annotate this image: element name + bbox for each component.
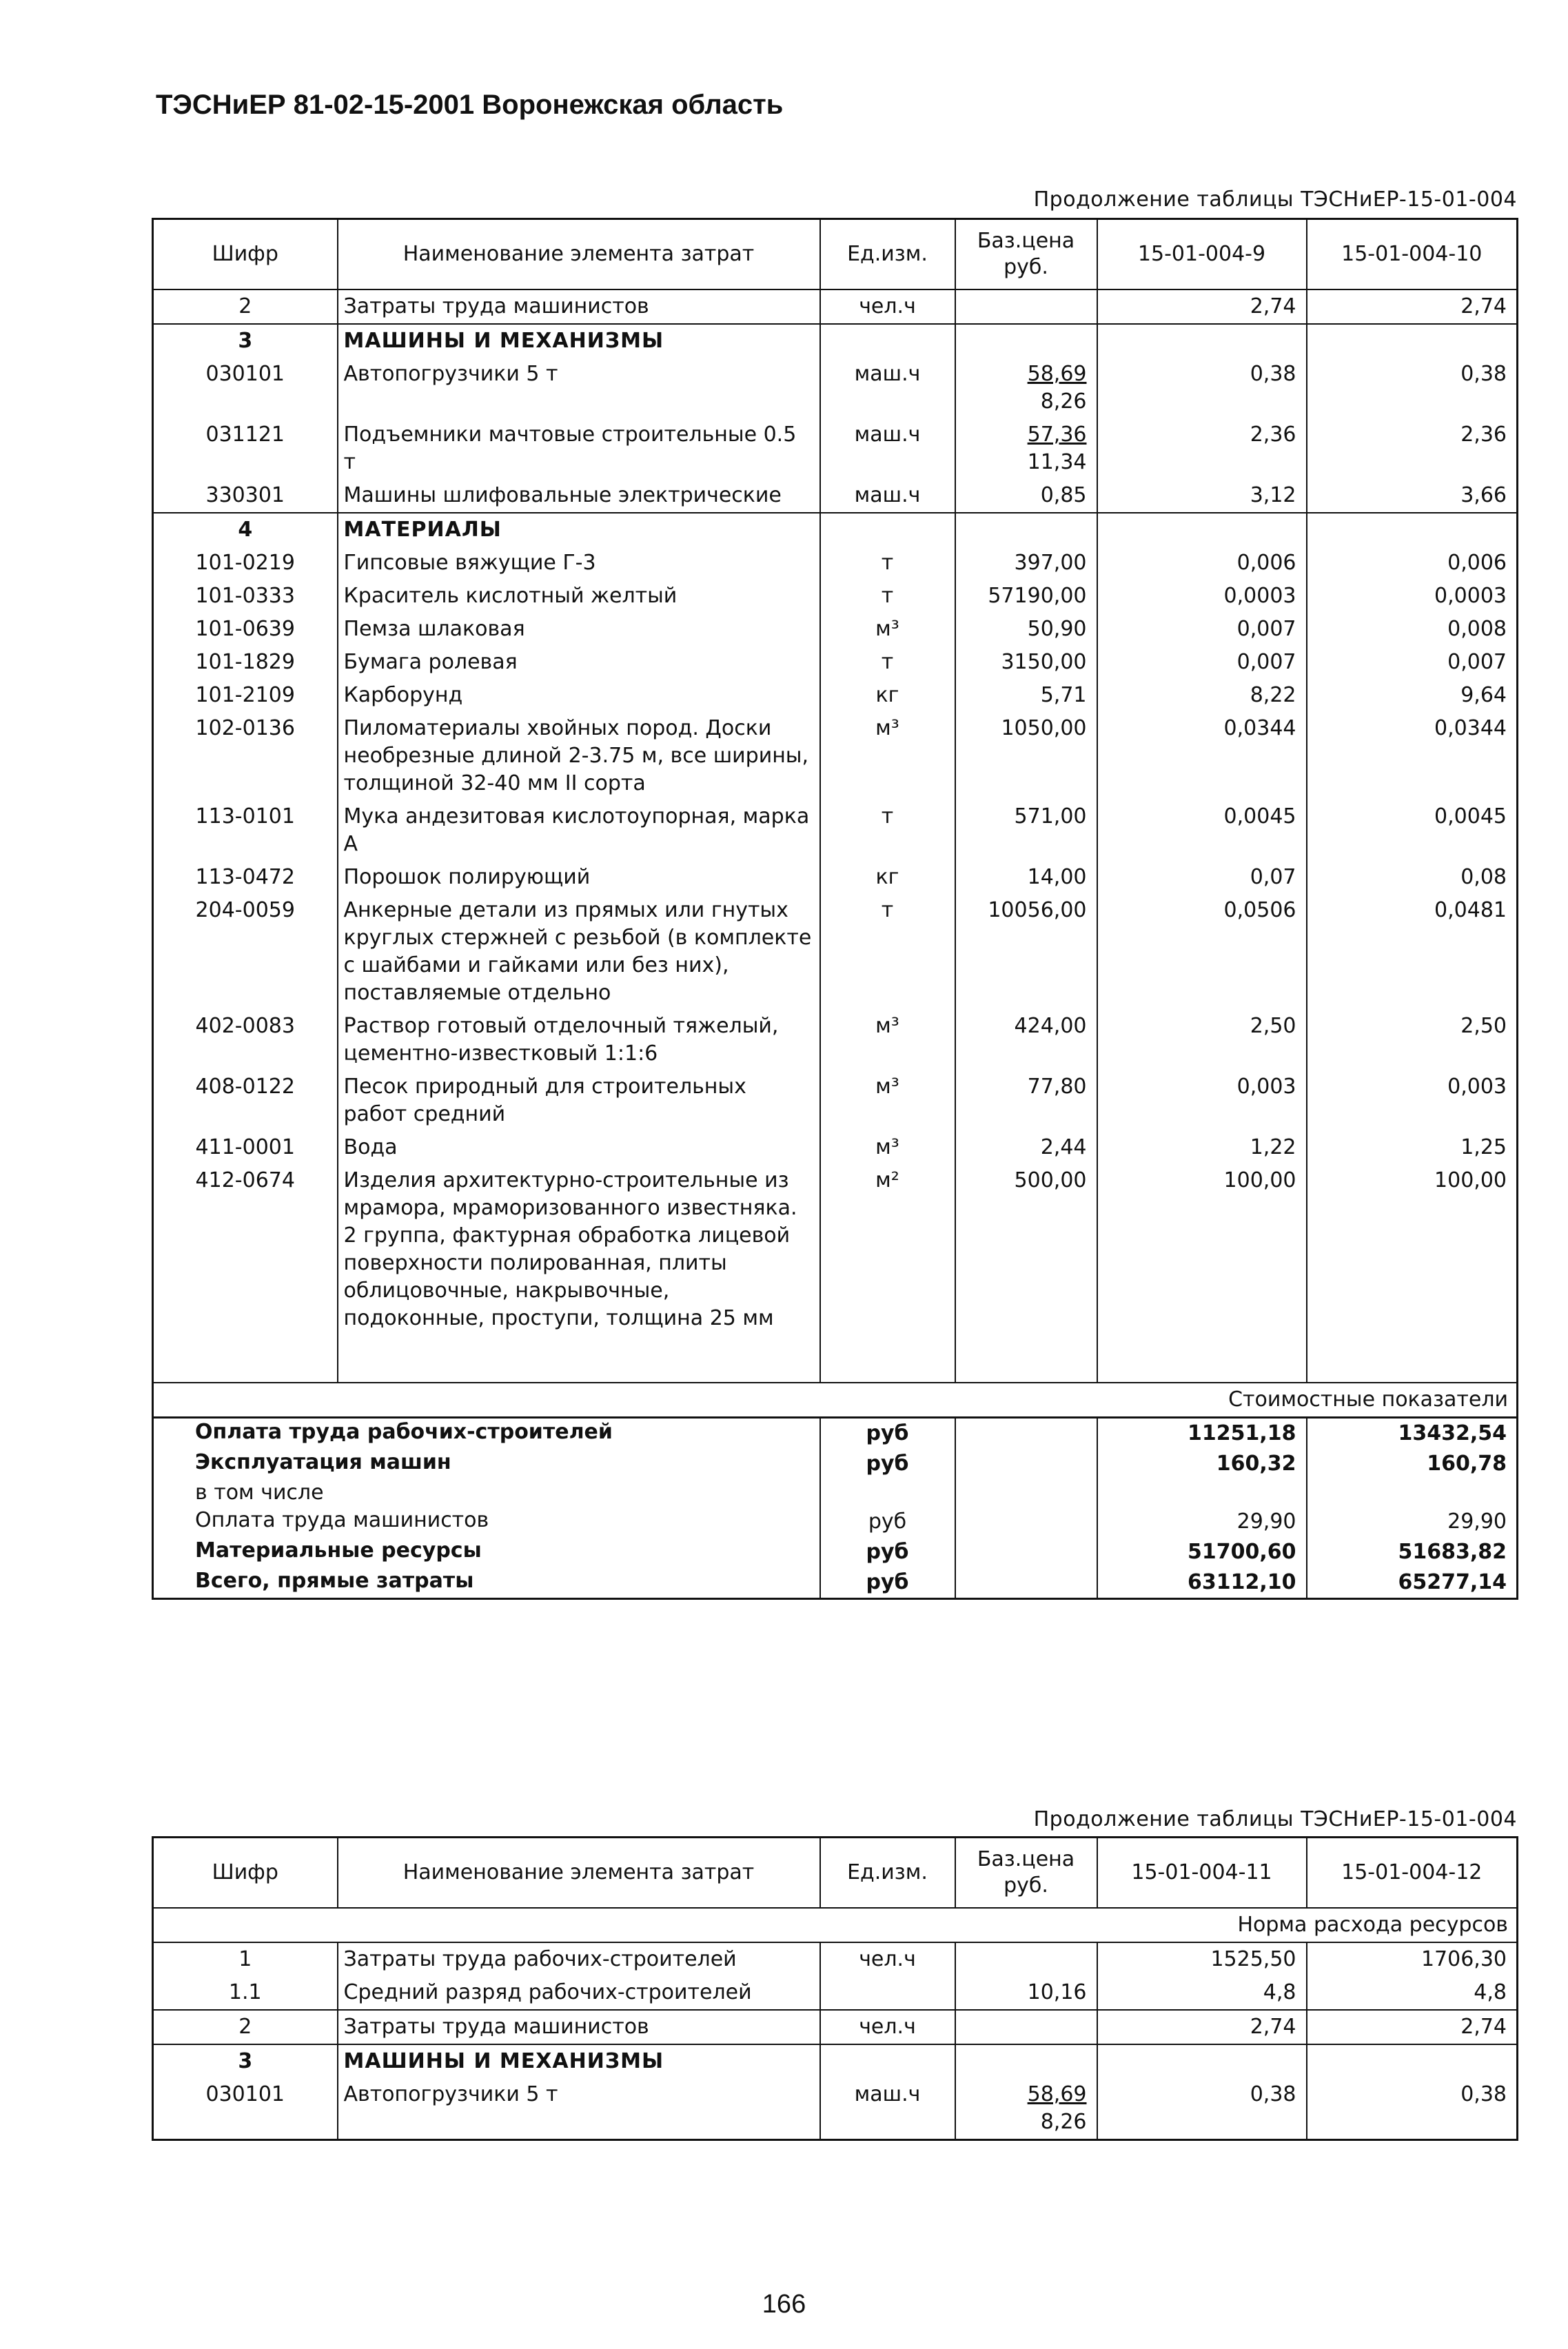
row-price: [955, 2078, 1097, 2140]
row-code: 101-0219: [195, 551, 295, 575]
header-code: Шифр: [153, 219, 338, 290]
row-name: Гипсовые вяжущие Г-3: [338, 547, 820, 580]
summary-value-b: 160,78: [1307, 1449, 1518, 1479]
summary-value-a: 29,90: [1097, 1507, 1307, 1537]
row-name: Затраты труда рабочих-строителей: [338, 1942, 820, 1976]
document-header: ТЭСНиЕР 81-02-15-2001 Воронежская область: [156, 90, 784, 120]
row-code: 1: [153, 1942, 338, 1976]
row-price: [955, 418, 1097, 479]
row-name: Бумага ролевая: [338, 646, 820, 679]
header-col-a: 15-01-004-11: [1097, 1838, 1307, 1909]
section-code: 3: [153, 324, 338, 358]
section-code: 3: [153, 2044, 338, 2078]
row-name: Порошок полирующий: [338, 861, 820, 894]
row-value-a: 0,003: [1097, 1070, 1307, 1131]
summary-value-a: 51700,60: [1097, 1537, 1307, 1567]
table-row: [153, 289, 1518, 324]
row-code: 412-0674: [195, 1168, 295, 1192]
table-row: [153, 479, 1518, 513]
section-title-row: [153, 324, 1518, 358]
header-name: Наименование элемента затрат: [338, 1838, 820, 1909]
row-unit: маш.ч: [820, 418, 955, 479]
empty-cell: [955, 1335, 1097, 1383]
row-price-value: 57,36: [1027, 423, 1087, 447]
empty-cell: [1307, 513, 1518, 547]
summary-unit: руб: [820, 1418, 955, 1450]
row-value-b: 0,0481: [1307, 894, 1518, 1010]
row-value-a: 8,22: [1097, 679, 1307, 712]
section-title-row: [153, 2044, 1518, 2078]
row-price-value: 2,44: [1040, 1135, 1087, 1159]
summary-value-b: 29,90: [1307, 1507, 1518, 1537]
summary-unit: руб: [820, 1537, 955, 1567]
row-unit: кг: [820, 679, 955, 712]
row-code: 408-0122: [195, 1075, 295, 1099]
table-row: [153, 2078, 1518, 2140]
row-unit: [820, 1976, 955, 2010]
row-price: [955, 358, 1097, 418]
empty-cell: [820, 2044, 955, 2078]
row-code: 030101: [205, 362, 285, 386]
section-title: МАШИНЫ И МЕХАНИЗМЫ: [338, 324, 820, 358]
row-unit: м³: [820, 1070, 955, 1131]
empty-cell: [1307, 324, 1518, 358]
row-price: [955, 1164, 1097, 1335]
empty-cell: [153, 1335, 338, 1383]
row-price: [955, 1010, 1097, 1070]
row-price-value: 50,90: [1027, 617, 1087, 641]
row-code: 113-0472: [195, 865, 295, 889]
row-unit: т: [820, 894, 955, 1010]
row-price: [955, 712, 1097, 800]
row-name: Пемза шлаковая: [338, 613, 820, 646]
resources-table-2: [152, 1836, 1518, 2141]
header-unit: Ед.изм.: [820, 219, 955, 290]
empty-cell: [955, 1567, 1097, 1599]
page-number: 166: [762, 2290, 806, 2319]
row-price-value: 58,69: [1027, 2082, 1087, 2106]
row-price-value: 14,00: [1027, 865, 1087, 889]
empty-cell: [955, 1479, 1097, 1507]
row-value-a: 0,0506: [1097, 894, 1307, 1010]
row-name: Изделия архитектурно-строительные из мрамора, мраморизованного известняка. 2 группа, фактурная обработка лицевой поверхности полированная, плиты облицовочные, накрывочные, подоконные, проступи, толщина 25 мм: [338, 1164, 820, 1335]
row-code: 030101: [205, 2082, 285, 2106]
table-row: [153, 861, 1518, 894]
summary-label: Всего, прямые затраты: [195, 1569, 474, 1593]
row-price-value: 397,00: [1014, 551, 1087, 575]
row-price: [955, 894, 1097, 1010]
row-price-secondary: 11,34: [1027, 450, 1087, 474]
row-value-a: 100,00: [1097, 1164, 1307, 1335]
header-price: Баз.цена руб.: [955, 1838, 1097, 1909]
row-value-b: 0,08: [1307, 861, 1518, 894]
empty-cell: [1097, 2044, 1307, 2078]
row-value-b: 0,0003: [1307, 580, 1518, 613]
row-code: 2: [153, 2010, 338, 2044]
row-value-b: 4,8: [1307, 1976, 1518, 2010]
row-code: 411-0001: [195, 1135, 295, 1159]
table-row: [153, 1976, 1518, 2010]
row-price: [955, 2010, 1097, 2044]
row-price-value: 571,00: [1014, 804, 1087, 828]
row-value-a: 0,38: [1097, 358, 1307, 418]
row-unit: кг: [820, 861, 955, 894]
summary-row: [153, 1537, 1518, 1567]
row-value-b: 0,008: [1307, 613, 1518, 646]
empty-cell: [820, 513, 955, 547]
summary-unit: руб: [820, 1567, 955, 1599]
row-value-a: 2,74: [1097, 2010, 1307, 2044]
empty-cell: [1097, 324, 1307, 358]
row-value-b: 0,38: [1307, 358, 1518, 418]
row-price-value: 500,00: [1014, 1168, 1087, 1192]
table-row: [153, 358, 1518, 418]
empty-cell: [1097, 513, 1307, 547]
row-price-secondary: 8,26: [1040, 389, 1087, 414]
table-row: [153, 679, 1518, 712]
summary-row: [153, 1418, 1518, 1450]
empty-cell: [955, 1418, 1097, 1450]
row-value-a: 1525,50: [1097, 1942, 1307, 1976]
row-name: Мука андезитовая кислотоупорная, марка А: [338, 800, 820, 861]
summary-value-a: 63112,10: [1097, 1567, 1307, 1599]
row-name: Затраты труда машинистов: [338, 2010, 820, 2044]
table-header-row: [153, 219, 1518, 290]
summary-value-b: 13432,54: [1307, 1418, 1518, 1450]
table-row: [153, 1010, 1518, 1070]
row-code: 1.1: [228, 1980, 262, 2004]
empty-cell: [1307, 1335, 1518, 1383]
row-value-a: 2,50: [1097, 1010, 1307, 1070]
summary-value-b: 51683,82: [1307, 1537, 1518, 1567]
section-title-row: [153, 513, 1518, 547]
empty-cell: [1097, 1335, 1307, 1383]
row-unit: чел.ч: [820, 1942, 955, 1976]
summary-label: Оплата труда рабочих-строителей: [153, 1418, 820, 1450]
table-row: [153, 418, 1518, 479]
row-value-b: 9,64: [1307, 679, 1518, 712]
summary-row: [153, 1449, 1518, 1479]
norm-title-row-cell: Норма расхода ресурсов: [1237, 1913, 1508, 1937]
row-name: Краситель кислотный желтый: [338, 580, 820, 613]
row-code: 204-0059: [195, 898, 295, 922]
row-value-a: 0,007: [1097, 646, 1307, 679]
row-value-b: 0,0045: [1307, 800, 1518, 861]
resources-table-1: [152, 218, 1518, 1600]
row-unit: т: [820, 547, 955, 580]
empty-cell: [955, 324, 1097, 358]
empty-cell: [1307, 2044, 1518, 2078]
row-code: 102-0136: [195, 716, 295, 740]
row-name: Автопогрузчики 5 т: [338, 358, 820, 418]
header-col-b: 15-01-004-12: [1307, 1838, 1518, 1909]
section-code: 4: [153, 513, 338, 547]
row-value-b: 1,25: [1307, 1131, 1518, 1164]
row-price: [955, 479, 1097, 513]
row-price-value: 10,16: [1027, 1980, 1087, 2004]
row-price-value: 10056,00: [988, 898, 1087, 922]
row-value-a: 0,38: [1097, 2078, 1307, 2140]
row-name: Средний разряд рабочих-строителей: [338, 1976, 820, 2010]
row-price-value: 57190,00: [988, 584, 1087, 608]
row-code: 402-0083: [195, 1014, 295, 1038]
empty-cell: [955, 1537, 1097, 1567]
row-name: Машины шлифовальные электрические: [338, 479, 820, 513]
header-unit: Ед.изм.: [820, 1838, 955, 1909]
row-value-a: 0,006: [1097, 547, 1307, 580]
row-value-a: 4,8: [1097, 1976, 1307, 2010]
row-unit: м³: [820, 1010, 955, 1070]
summary-value-b: [1307, 1479, 1518, 1507]
row-price: [955, 1942, 1097, 1976]
row-price: [955, 861, 1097, 894]
row-price: [955, 1976, 1097, 2010]
header-name: Наименование элемента затрат: [338, 219, 820, 290]
row-unit: т: [820, 800, 955, 861]
row-unit: т: [820, 646, 955, 679]
row-value-b: 1706,30: [1307, 1942, 1518, 1976]
table-row: [153, 613, 1518, 646]
row-value-b: 0,38: [1307, 2078, 1518, 2140]
row-price-value: 3150,00: [1001, 650, 1087, 674]
table-row: [153, 894, 1518, 1010]
summary-unit: руб: [820, 1449, 955, 1479]
row-unit: м³: [820, 712, 955, 800]
row-price-value: 424,00: [1014, 1014, 1087, 1038]
row-value-a: 1,22: [1097, 1131, 1307, 1164]
row-value-b: 2,74: [1307, 2010, 1518, 2044]
table-row: [153, 712, 1518, 800]
table-header-row: [153, 1838, 1518, 1909]
summary-title-row: [153, 1383, 1518, 1418]
summary-label: в том числе: [195, 1481, 324, 1505]
section-title: МАШИНЫ И МЕХАНИЗМЫ: [338, 2044, 820, 2078]
summary-label: Материальные ресурсы: [195, 1538, 482, 1563]
row-code: 2: [153, 289, 338, 324]
table-row: [153, 800, 1518, 861]
spacer-row: [153, 1335, 1518, 1383]
summary-row: [153, 1567, 1518, 1599]
row-price-value: 58,69: [1027, 362, 1087, 386]
table-row: [153, 547, 1518, 580]
row-price: [955, 800, 1097, 861]
row-price: [955, 679, 1097, 712]
summary-value-b: 65277,14: [1307, 1567, 1518, 1599]
summary-row: [153, 1479, 1518, 1507]
row-code: 101-0639: [195, 617, 295, 641]
empty-cell: [338, 1335, 820, 1383]
row-name: Вода: [338, 1131, 820, 1164]
summary-unit: руб: [820, 1507, 955, 1537]
table-row: [153, 1942, 1518, 1976]
row-value-a: 2,36: [1097, 418, 1307, 479]
summary-title-row-cell: Стоимостные показатели: [153, 1383, 1518, 1418]
row-name: Анкерные детали из прямых или гнутых круглых стержней с резьбой (в комплекте с шайбами и гайками или без них), поставляемые отдельно: [338, 894, 820, 1010]
row-value-b: 0,0344: [1307, 712, 1518, 800]
row-name: Подъемники мачтовые строительные 0.5 т: [338, 418, 820, 479]
row-price: [955, 289, 1097, 324]
row-code: 113-0101: [195, 804, 295, 828]
row-value-b: 0,007: [1307, 646, 1518, 679]
row-value-a: 2,74: [1097, 289, 1307, 324]
row-unit: м³: [820, 613, 955, 646]
row-name: Пиломатериалы хвойных пород. Доски необрезные длиной 2-3.75 м, все ширины, толщиной 32-40 мм II сорта: [338, 712, 820, 800]
row-unit: чел.ч: [820, 2010, 955, 2044]
empty-cell: [955, 1449, 1097, 1479]
summary-value-a: 160,32: [1097, 1449, 1307, 1479]
row-price-value: 5,71: [1040, 683, 1087, 707]
row-price-value: 1050,00: [1001, 716, 1087, 740]
row-name: Раствор готовый отделочный тяжелый, цементно-известковый 1:1:6: [338, 1010, 820, 1070]
row-price: [955, 613, 1097, 646]
summary-label: Эксплуатация машин: [195, 1450, 451, 1474]
summary-value-a: [1097, 1479, 1307, 1507]
header-code: Шифр: [153, 1838, 338, 1909]
row-code: 101-1829: [195, 650, 295, 674]
row-price: [955, 547, 1097, 580]
row-name: Автопогрузчики 5 т: [338, 2078, 820, 2140]
row-unit: т: [820, 580, 955, 613]
table-row: [153, 2010, 1518, 2044]
summary-unit: [820, 1479, 955, 1507]
row-code: 330301: [205, 483, 285, 507]
row-code: 101-0333: [195, 584, 295, 608]
table-row: [153, 646, 1518, 679]
row-price-secondary: 8,26: [1040, 2110, 1087, 2134]
row-value-b: 2,36: [1307, 418, 1518, 479]
row-name: Карборунд: [338, 679, 820, 712]
table-row: [153, 580, 1518, 613]
row-value-a: 0,07: [1097, 861, 1307, 894]
row-value-b: 0,003: [1307, 1070, 1518, 1131]
row-unit: маш.ч: [820, 479, 955, 513]
section-title: МАТЕРИАЛЫ: [338, 513, 820, 547]
table-row: [153, 1070, 1518, 1131]
header-col-a: 15-01-004-9: [1097, 219, 1307, 290]
header-col-b: 15-01-004-10: [1307, 219, 1518, 290]
row-price: [955, 646, 1097, 679]
row-price: [955, 1070, 1097, 1131]
row-value-a: 0,0045: [1097, 800, 1307, 861]
row-price-value: 77,80: [1027, 1075, 1087, 1099]
row-name: Песок природный для строительных работ средний: [338, 1070, 820, 1131]
row-value-a: 0,007: [1097, 613, 1307, 646]
table-row: [153, 1164, 1518, 1335]
empty-cell: [955, 1507, 1097, 1537]
row-unit: маш.ч: [820, 2078, 955, 2140]
summary-value-a: 11251,18: [1097, 1418, 1307, 1450]
empty-cell: [820, 324, 955, 358]
summary-row: [153, 1507, 1518, 1537]
empty-cell: [955, 2044, 1097, 2078]
empty-cell: [820, 1335, 955, 1383]
row-unit: м³: [820, 1131, 955, 1164]
row-name: Затраты труда машинистов: [338, 289, 820, 324]
row-price-value: 0,85: [1040, 483, 1087, 507]
header-price: Баз.цена руб.: [955, 219, 1097, 290]
empty-cell: [955, 513, 1097, 547]
row-value-b: 2,74: [1307, 289, 1518, 324]
table-1-caption: Продолжение таблицы ТЭСНиЕР-15-01-004: [1033, 187, 1517, 212]
norm-title-row: [153, 1908, 1518, 1942]
row-value-b: 0,006: [1307, 547, 1518, 580]
table-2-caption: Продолжение таблицы ТЭСНиЕР-15-01-004: [1033, 1807, 1517, 1831]
row-code: 031121: [205, 423, 285, 447]
row-value-b: 3,66: [1307, 479, 1518, 513]
row-unit: м²: [820, 1164, 955, 1335]
row-unit: маш.ч: [820, 358, 955, 418]
row-code: 101-2109: [195, 683, 295, 707]
row-value-a: 0,0344: [1097, 712, 1307, 800]
row-price: [955, 580, 1097, 613]
row-price: [955, 1131, 1097, 1164]
table-row: [153, 1131, 1518, 1164]
row-value-a: 0,0003: [1097, 580, 1307, 613]
row-value-b: 2,50: [1307, 1010, 1518, 1070]
row-value-b: 100,00: [1307, 1164, 1518, 1335]
summary-label: Оплата труда машинистов: [195, 1508, 489, 1532]
row-value-a: 3,12: [1097, 479, 1307, 513]
row-unit: чел.ч: [820, 289, 955, 324]
